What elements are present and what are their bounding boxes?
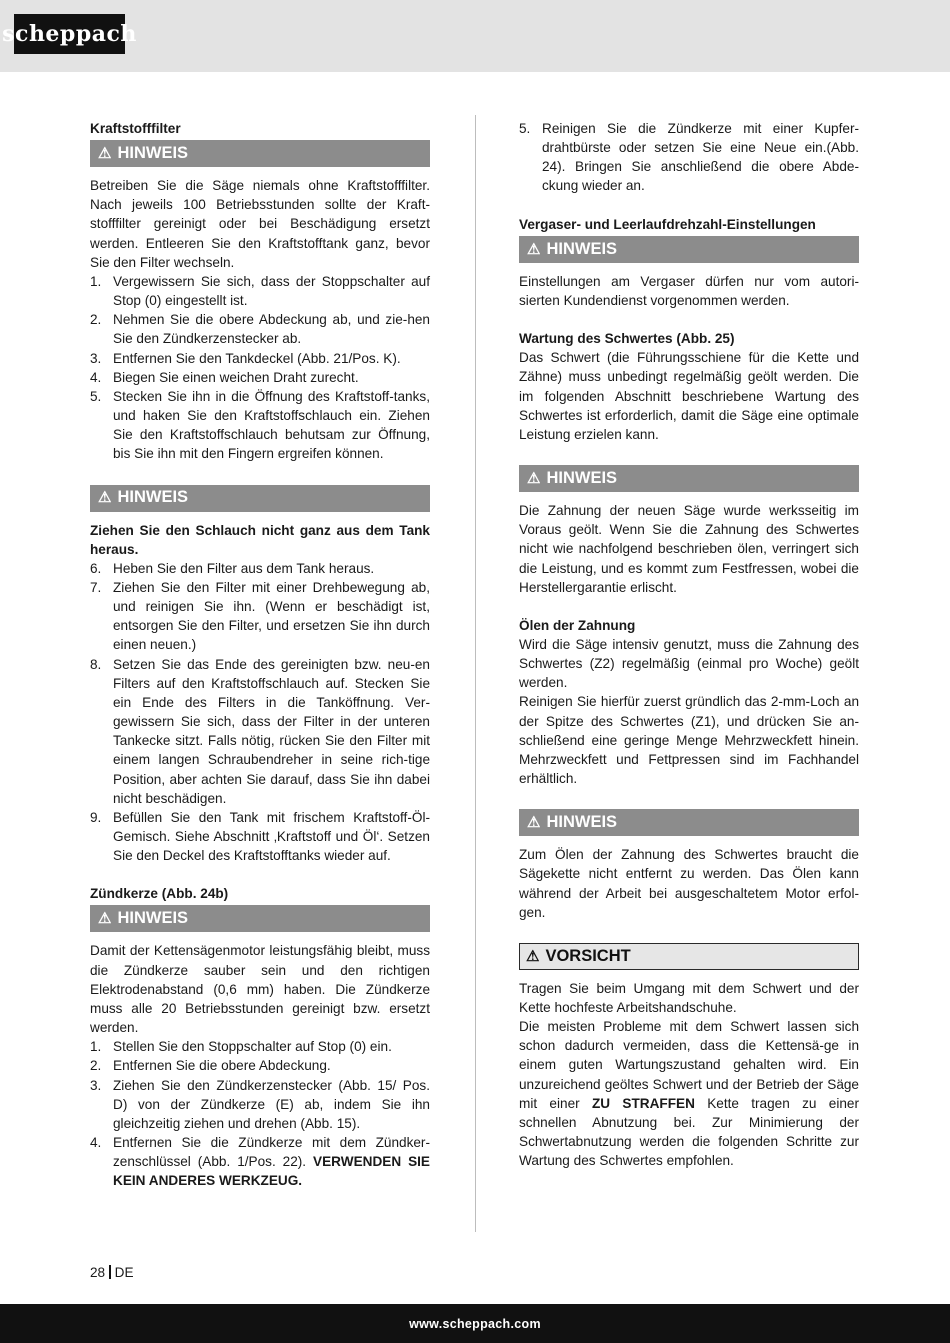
spark-plug-steps-continued [519,119,859,196]
note-box [519,236,859,263]
paragraph: Einstellungen am Vergaser dürfen nur vom autori-sierten Kundendienst vorgenommen werden. [519,273,859,308]
page-number: 28 [90,1265,106,1280]
warning-triangle-icon: ⚠ [98,910,112,928]
paragraph: Die meisten Probleme mit dem Schwert lassen sich schon dadurch vermeiden, dass die Kettensä-ge in einem guten Wartungszustand gehalten wird. Ein unzureichend geöltes Schwert und der Betrieb der Säge mit einer ZU STRAFFEN Kette tragen zu einer schnellen Abnutzung bei. Zur Minimierung der Schwertabnutzung werden die folgenden Schritte zur Wartung des Schwertes empfohlen. [519,1019,859,1169]
list-item: 1. Vergewissern Sie sich, dass der Stoppschalter auf Stop (0) eingestellt ist. [90,273,430,309]
left-column [90,119,430,1191]
section-title-carburetor: Vergaser- und Leerlaufdrehzahl-Einstellungen [519,216,816,232]
list-item: 4. Biegen Sie einen weichen Draht zurecht. [90,369,359,385]
list-item: 6. Heben Sie den Filter aus dem Tank heraus. [90,560,375,576]
note-label: HINWEIS [546,239,618,258]
list-item: 4. Entfernen Sie die Zündkerze mit dem Zündker-zenschlüssel (Abb. 1/Pos. 22). VERWENDEN SIE KEIN ANDERES WERKZEUG. [90,1135,430,1189]
footer-bar [0,1304,950,1343]
list-item: 2. Entfernen Sie die obere Abdeckung. [90,1058,331,1074]
paragraph: Betreiben Sie die Säge niemals ohne Kraftstofffilter. Nach jeweils 100 Betriebsstunden sollte der Kraft-stofffilter gereinigt oder bei Beschädigung ersetzt werden. Entleeren Sie den Kraftstofftank ganz, bevor Sie den Filter wechseln. [90,178,430,270]
note-label: HINWEIS [117,488,189,507]
note-box [90,905,430,932]
warning-triangle-icon: ⚠ [98,145,112,163]
paragraph: Die Zahnung der neuen Säge wurde werksseitig im Voraus geölt. Wenn Sie die Zahnung des Schwertes nicht wie nachfolgend beschrieben ölen, verringert sich die Leistung, und es kommt zum Festfressen, wobei die Herstellergarantie erlischt. [519,503,859,595]
section-title-oiling: Ölen der Zahnung [519,617,636,633]
paragraph: Das Schwert (die Führungsschiene für die Kette und Zähne) muss unbedingt regelmäßig geölt werden. Die im folgenden Abschnitt beschriebene Wartung des Schwertes ist erforderlich, damit die Säge eine optimale Leistung erzielen kann. [519,350,859,442]
column-divider [475,115,476,1232]
warning-triangle-icon: ⚠ [527,469,541,487]
list-item: 3. Ziehen Sie den Zündkerzenstecker (Abb. 15/ Pos. D) von der Zündkerze (E) ab, indem Sie ihn gleichzeitig ziehen und drehen (Abb. 15). [90,1077,430,1131]
spark-plug-steps [90,1037,430,1190]
note-box [90,485,430,512]
paragraph: Reinigen Sie hierfür zuerst gründlich das 2-mm-Loch an der Spitze des Schwertes (Z1), und drücken Sie an-schließend eine geringe Menge Mehrzweckfett hinein. Mehrzweckfett und Fettpressen sind im Fachhandel erhältlich. [519,694,859,787]
list-item: 5. Stecken Sie ihn in die Öffnung des Kraftstoff-tanks, und haken Sie den Kraftstoffschlauch ein. Ziehen Sie den Kraftstoffschlauch behutsam zur Öffnung, bis Sie ihn mit den Fingern ergreifen können. [90,388,430,462]
paragraph: Zum Ölen der Zahnung des Schwertes braucht die Sägekette nicht entfernt zu werden. Das Ölen kann während der Arbeit bei ausgeschaltetem Motor erfol-gen. [519,847,859,920]
list-item: 2. Nehmen Sie die obere Abdeckung ab, und zie-hen Sie den Zündkerzenstecker ab. [90,312,430,347]
fuel-filter-steps-continued [90,559,430,866]
list-item: 3. Entfernen Sie den Tankdeckel (Abb. 21/Pos. K). [90,350,401,366]
paragraph: Damit der Kettensägenmotor leistungsfähig bleibt, muss die Zündkerze sauber sein und den richtigen Elektrodenabstand (0,6 mm) haben. Die Zündkerze muss alle 20 Betriebsstunden gereinigt bzw. ersetzt werden. [90,943,430,1036]
language-code: DE [114,1265,134,1280]
list-item: 9. Befüllen Sie den Tank mit frischem Kraftstoff-Öl-Gemisch. Siehe Abschnitt ‚Kraftstoff und Öl‘. Setzen Sie den Deckel des Kraftstofftanks wieder auf. [90,809,430,864]
website-url: www.scheppach.com [409,1316,541,1331]
note-box [519,465,859,492]
list-item: 5. Reinigen Sie die Zündkerze mit einer Kupfer-drahtbürste oder setzen Sie eine Neue ein.(Abb. 24). Bringen Sie anschließend die obere Abde-ckung wieder an. [519,121,859,194]
paragraph: Tragen Sie beim Umgang mit dem Schwert und der Kette hochfeste Arbeitshandschuhe. [519,980,859,1015]
warning-triangle-icon: ⚠ [98,489,112,507]
section-title-spark-plug: Zündkerze (Abb. 24b) [90,886,229,902]
note-label: HINWEIS [117,909,189,928]
bold-warning: VERWENDEN SIE KEIN ANDERES WERKZEUG. [113,1154,430,1189]
note-box [90,140,430,167]
section-title-bar-maintenance: Wartung des Schwertes (Abb. 25) [519,331,735,347]
paragraph: Wird die Säge intensiv genutzt, muss die Zahnung des Schwertes (Z2) regelmäßig (einmal pro Woche) geölt werden. [519,636,859,691]
list-item: 8. Setzen Sie das Ende des gereinigten bzw. neu-en Filters auf den Kraftstoffschlauch auf. Stecken Sie ein Ende des Filters in die Tanköffnung. Ver-gewissern Sie sich, dass der Filter in der unteren Tankecke sitzt. Falls nötig, rücken Sie den Filter mit einem langen Schraubendreher in seine rich-tige Position, aber achten Sie darauf, dass Sie ihn dabei nicht beschädigen. [90,656,430,806]
scheppach-logo: scheppach [14,14,125,54]
caution-box [519,943,859,970]
hose-warning: Ziehen Sie den Schlauch nicht ganz aus dem Tank heraus. [90,522,430,557]
note-label: HINWEIS [546,813,618,832]
list-item: 7. Ziehen Sie den Filter mit einer Drehbewegung ab, und reinigen Sie ihn. (Wenn er beschädigt ist, entsorgen Sie den Filter, und ersetzen Sie ihn durch einen neuen.) [90,579,430,653]
warning-triangle-icon: ⚠ [527,814,541,832]
right-column [519,119,859,1170]
section-title-fuel-filter: Kraftstofffilter [90,121,181,136]
page-footer [90,1265,134,1280]
caution-label: VORSICHT [545,946,631,965]
fuel-filter-steps [90,272,430,464]
list-item: 1. Stellen Sie den Stoppschalter auf Stop (0) ein. [90,1039,392,1055]
bold-emphasis: ZU STRAFFEN [591,1095,695,1111]
warning-triangle-icon: ⚠ [527,240,541,258]
note-box [519,809,859,836]
warning-triangle-icon: ⚠ [526,947,540,965]
note-label: HINWEIS [546,468,618,487]
header-bar [0,0,950,72]
separator [109,1265,111,1279]
note-label: HINWEIS [117,144,189,163]
